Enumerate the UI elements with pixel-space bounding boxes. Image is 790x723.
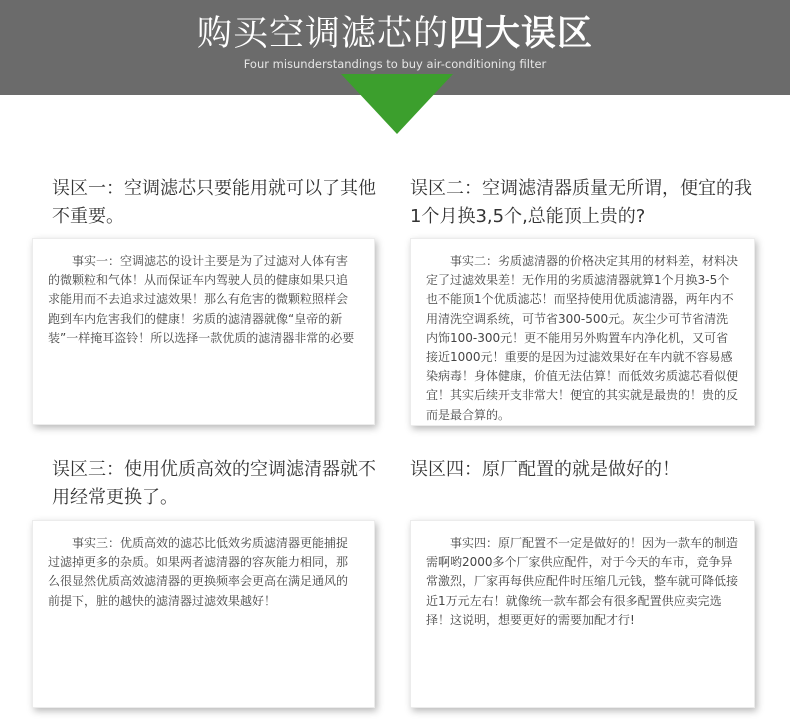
fact-1-text: 事实一：空调滤芯的设计主要是为了过滤对人体有害的微颗粒和气体！从而保证车内驾驶人员的健康如果只追求能用而不去追求过滤效果！那么有危害的微颗粒照样会跑到车内危害我们的健康！劣质的滤清器就像“皇帝的新装”一样掩耳盗铃！所以选择一款优质的滤清器非常的必要 [48, 254, 355, 345]
misconception-2-heading: 误区二：空调滤清器质量无所谓，便宜的我1个月换3,5个,总能顶上贵的? [410, 178, 752, 227]
down-arrow-icon [341, 74, 453, 134]
page-subtitle: Four misunderstandings to buy air-conditioning filter [243, 57, 547, 71]
misconception-3-heading: 误区三：使用优质高效的空调滤清器就不用经常更换了。 [52, 459, 376, 508]
fact-2-card [410, 238, 755, 426]
page-title-regular: 购买空调滤芯的 [196, 14, 449, 54]
fact-4-card [410, 520, 755, 708]
misconception-4-heading: 误区四：原厂配置的就是做好的！ [410, 459, 680, 480]
page-title [0, 14, 790, 54]
fact-2-text: 事实二：劣质滤清器的价格决定其用的材料差，材料决定了过滤效果差！无作用的劣质滤清器就算1个月换3-5个也不能顶1个优质滤芯！而坚持使用优质滤清器，两年内不用清洗空调系统，可节省300-500元。灰尘少可节省清洗内饰100-300元！更不能用另外购置车内净化机，又可省接近1000元！重要的是因为过滤效果好在车内就不容易感染病毒！身体健康，价值无法估算！而低效劣质滤芯看似便宜！其实后续开支非常大！便宜的其实就是最贵的！贵的反而是最合算的。 [426, 254, 739, 422]
fact-3-card [32, 520, 375, 708]
misconception-1-heading: 误区一：空调滤芯只要能用就可以了其他不重要。 [52, 178, 376, 227]
fact-3-text: 事实三：优质高效的滤芯比低效劣质滤清器更能捕捉过滤掉更多的杂质。如果两者滤清器的容灰能力相同，那么很显然优质高效滤清器的更换频率会更高在满足通风的前提下，脏的越快的滤清器过滤效果越好！ [48, 536, 349, 608]
fact-4-text: 事实四：原厂配置不一定是做好的！因为一款车的制造需啊哟2000多个厂家供应配件，对于今天的车市，竞争异常激烈，厂家再每供应配件时压缩几元钱，整车就可降低接近1万元左右！就像统一款车都会有很多配置供应卖完选择！这说明，想要更好的需要加配才行! [426, 536, 739, 627]
fact-1-card [32, 238, 375, 425]
page-title-bold: 四大误区 [449, 14, 594, 54]
